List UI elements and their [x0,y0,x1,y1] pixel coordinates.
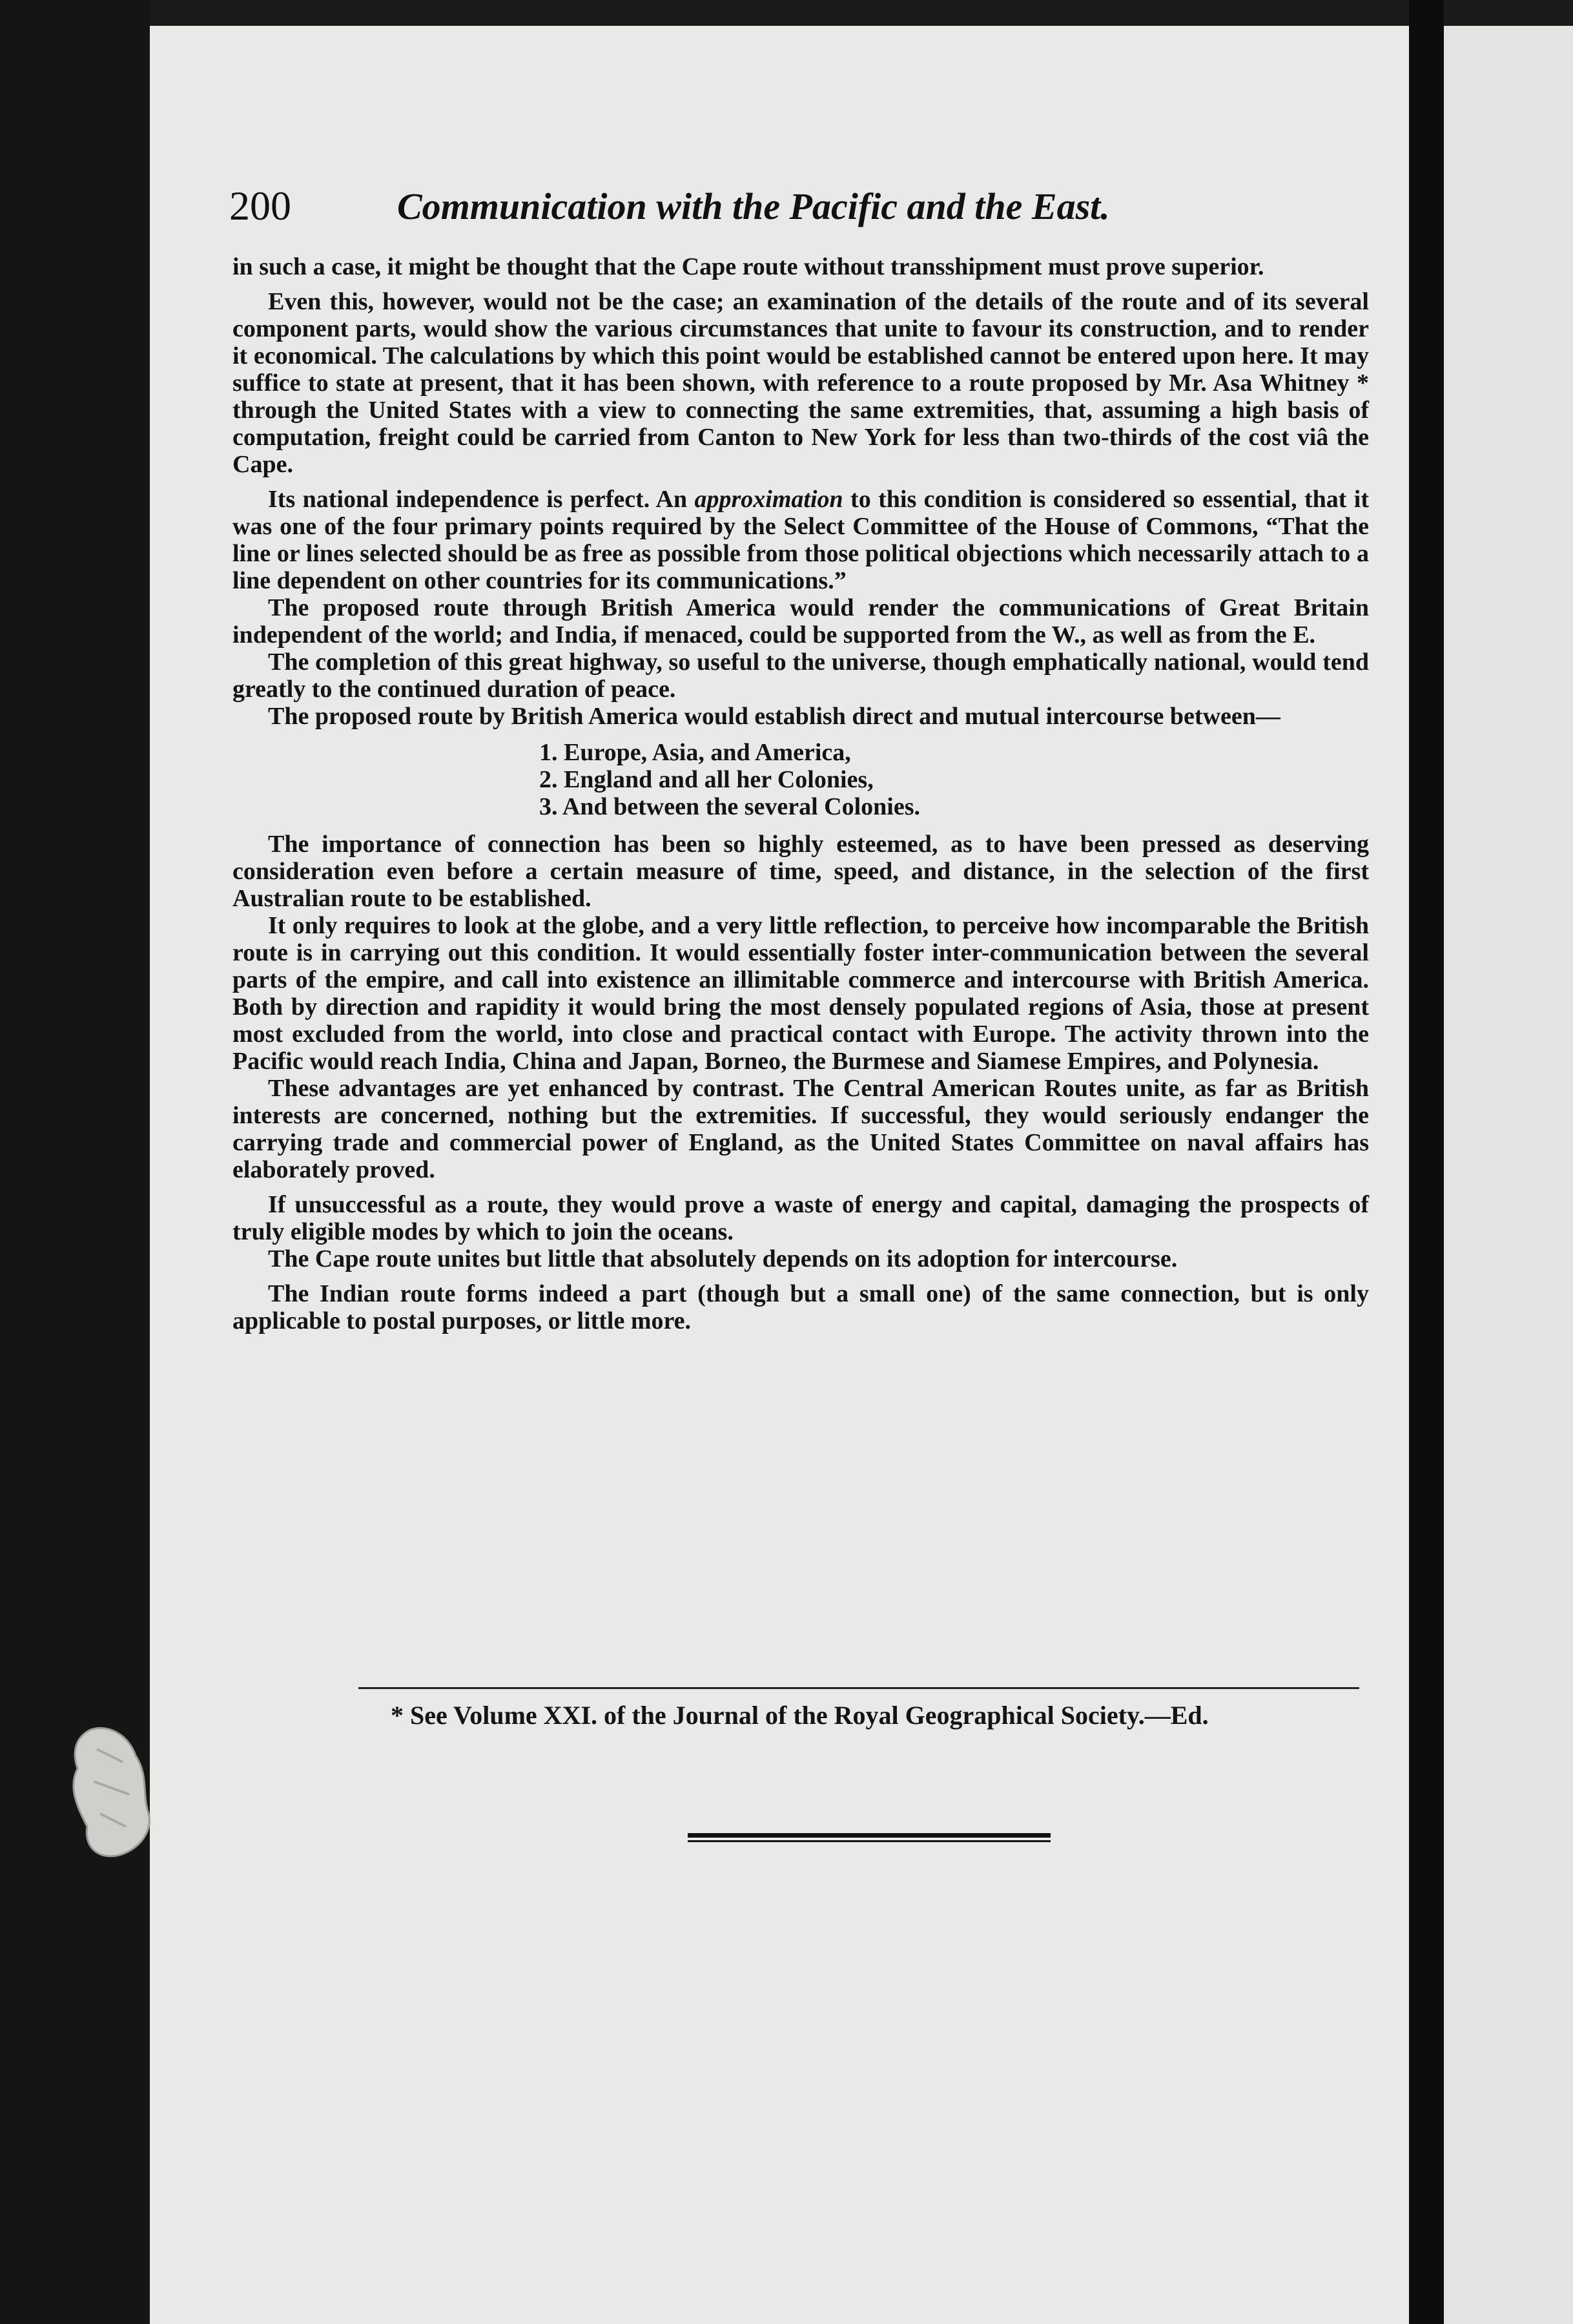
paragraph-text: Its national independence is perfect. An [268,486,695,513]
page-header [229,182,1237,234]
paragraph: The importance of connection has been so highly esteemed, as to have been pressed as deserving consideration even before a certain measure of time, speed, and distance, in the selection of the first Australian route to be established. [232,831,1369,912]
list-item: 2. England and all her Colonies, [539,766,874,793]
paper-damage-mark [65,1723,154,1859]
paragraph: It only requires to look at the globe, and a very little reflection, to perceive how incomparable the British route is in carrying out this condition. It would essentially foster inter-communication between the several parts of the empire, and call into existence an illimitable commerce and intercourse with British America. Both by direction and rapidity it would bring the most densely populated regions of Asia, those at present most excluded from the world, into close and practical contact with Europe. The activity thrown into the Pacific would reach India, China and Japan, Borneo, the Burmese and Siamese Empires, and Polynesia. [232,912,1369,1075]
binding-gutter [1409,0,1444,2324]
scan-left-edge [0,0,150,2324]
page-number: 200 [229,183,291,229]
facing-page-edge [1444,26,1573,2324]
paragraph: in such a case, it might be thought that the Cape route without transshipment must prove superior. [232,253,1264,280]
paragraph: The Cape route unites but little that absolutely depends on its adoption for intercourse. [268,1245,1178,1272]
paragraph: If unsuccessful as a route, they would prove a waste of energy and capital, damaging the prospects of truly eligible modes by which to join the oceans. [232,1191,1369,1245]
paragraph: The Indian route forms indeed a part (though but a small one) of the same connection, but is only applicable to postal purposes, or little more. [232,1280,1369,1334]
running-title: Communication with the Pacific and the East. [397,185,1110,227]
list-item: 1. Europe, Asia, and America, [539,739,851,766]
list-item: 3. And between the several Colonies. [539,793,921,820]
footnote: * See Volume XXI. of the Journal of the Royal Geographical Society.—Ed. [391,1701,1209,1730]
footnote-rule [358,1687,1359,1689]
numbered-list [232,739,1369,820]
end-ornament-rule [688,1833,1051,1842]
paragraph: Even this, however, would not be the case; an examination of the details of the route and of its several component parts, would show the various circumstances that unite to favour its construction, and to render it economical. The calculations by which this point would be established cannot be entered upon here. It may suffice to state at present, that it has been shown, with reference to a route proposed by Mr. Asa Whitney * through the United States with a view to connecting the same extremities, that, assuming a high basis of computation, freight could be carried from Canton to New York for less than two-thirds of the cost viâ the Cape. [232,288,1369,478]
emphasis: approximation [694,486,843,513]
paragraph-text: to this condition is considered so essential, that it was one of the four primary points required by the Select Committee of the House of Commons, “That the line or lines selected should be as free as possible from those political objections which necessarily attach to a line dependent on other countries for its communications.” [232,486,1369,594]
paragraph: These advantages are yet enhanced by contrast. The Central American Routes unite, as far as British interests are concerned, nothing but the extremities. If successful, they would seriously endanger the carrying trade and commercial power of England, as the United States Committee on naval affairs has elaborately proved. [232,1075,1369,1183]
paragraph: The completion of this great highway, so useful to the universe, though emphatically national, would tend greatly to the continued duration of peace. [232,648,1369,703]
body-text [232,253,1369,1334]
paragraph [232,486,1369,594]
paragraph: The proposed route by British America would establish direct and mutual intercourse between— [268,703,1280,730]
paragraph: The proposed route through British America would render the communications of Great Britain independent of the world; and India, if menaced, could be supported from the W., as well as from the E. [232,594,1369,648]
